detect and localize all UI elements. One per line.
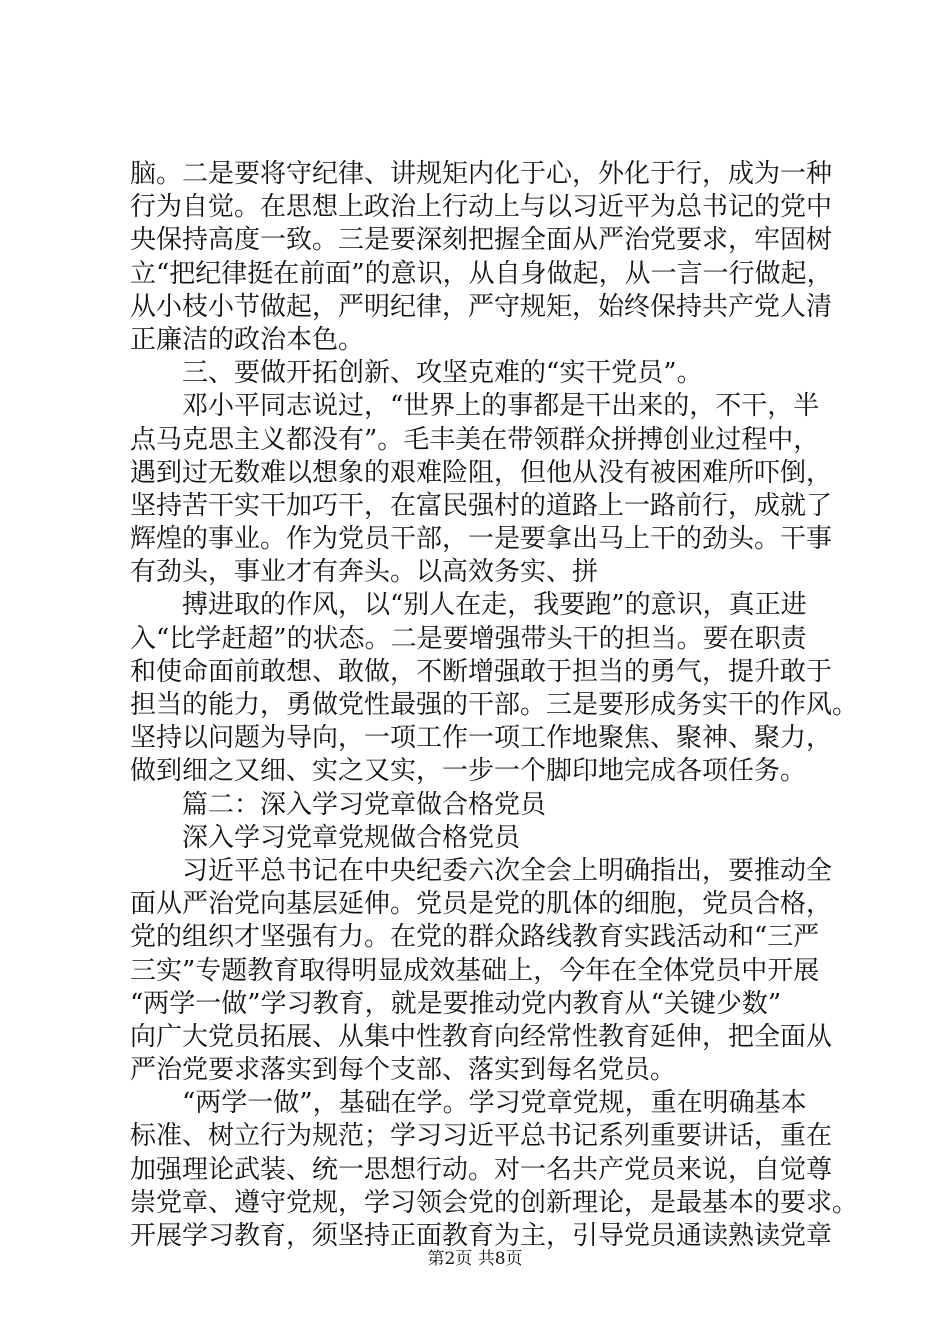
page-footer: 第2页 共8页 xyxy=(427,1249,523,1269)
text-line: 入“比学赶超”的状态。二是要增强带头干的担当。要在职责 xyxy=(130,623,807,654)
text-line: 立“把纪律挺在前面”的意识，从自身做起，从一言一行做起， xyxy=(130,258,833,289)
text-line: 习近平总书记在中央纪委六次全会上明确指出，要推动全 xyxy=(182,855,833,886)
text-line: 严治党要求落实到每个支部、落实到每名党员。 xyxy=(130,1055,677,1086)
text-line: 正廉洁的政治本色。 xyxy=(130,324,365,355)
text-line: 辉煌的事业。作为党员干部，一是要拿出马上干的劲头。干事 xyxy=(130,524,833,555)
text-line: 加强理论武装、统一思想行动。对一名共产党员来说，自觉尊 xyxy=(130,1154,833,1185)
text-line: “两学一做”学习教育，就是要推动党内教育从“关键少数” xyxy=(130,988,782,1019)
article-subtitle: 深入学习党章党规做合格党员 xyxy=(182,822,521,853)
text-line: 遇到过无数难以想象的艰难险阻，但他从没有被困难所吓倒， xyxy=(130,457,833,488)
text-line: 邓小平同志说过，“世界上的事都是干出来的，不干，半 xyxy=(182,391,820,422)
text-line: 有劲头，事业才有奔头。以高效务实、拼 xyxy=(130,557,599,588)
text-line: 做到细之又细、实之又实，一步一个脚印地完成各项任务。 xyxy=(130,756,807,787)
section-heading: 三、要做开拓创新、攻坚克难的“实干党员”。 xyxy=(182,358,703,389)
text-line: 标准、树立行为规范；学习习近平总书记系列重要讲话，重在 xyxy=(130,1121,833,1152)
text-line: 和使命面前敢想、敢做，不断增强敢于担当的勇气，提升敢于 xyxy=(130,656,833,687)
text-line: “两学一做”，基础在学。学习党章党规，重在明确基本 xyxy=(182,1088,807,1119)
text-line: 坚持苦干实干加巧干，在富民强村的道路上一路前行，成就了 xyxy=(130,490,833,521)
text-line: 三实”专题教育取得明显成效基础上，今年在全体党员中开展 xyxy=(130,955,820,986)
text-line: 从小枝小节做起，严明纪律，严守规矩，始终保持共产党人清 xyxy=(130,291,833,322)
document-body xyxy=(130,158,859,1253)
text-line: 点马克思主义都没有”。毛丰美在带领群众拼搏创业过程中， xyxy=(130,424,820,455)
text-line: 担当的能力，勇做党性最强的干部。三是要形成务实干的作风。 xyxy=(130,690,859,720)
text-line: 面从严治党向基层延伸。党员是党的肌体的细胞，党员合格， xyxy=(130,889,833,920)
text-line: 搏进取的作风，以“别人在走，我要跑”的意识，真正进 xyxy=(182,590,807,621)
text-line: 央保持高度一致。三是要深刻把握全面从严治党要求，牢固树 xyxy=(130,225,833,256)
text-line: 崇党章、遵守党规，学习领会党的创新理论，是最基本的要求。 xyxy=(130,1187,859,1218)
text-line: 党的组织才坚强有力。在党的群众路线教育实践活动和“三严 xyxy=(130,922,820,953)
text-line: 行为自觉。在思想上政治上行动上与以习近平为总书记的党中 xyxy=(130,192,833,223)
text-line: 脑。二是要将守纪律、讲规矩内化于心，外化于行，成为一种 xyxy=(130,159,833,189)
text-line: 向广大党员拓展、从集中性教育向经常性教育延伸，把全面从 xyxy=(130,1021,833,1052)
text-line: 开展学习教育，须坚持正面教育为主，引导党员通读熟读党章 xyxy=(130,1221,833,1251)
text-line: 坚持以问题为导向，一项工作一项工作地聚焦、聚神、聚力， xyxy=(130,723,833,754)
article-title: 篇二：深入学习党章做合格党员 xyxy=(182,789,547,820)
